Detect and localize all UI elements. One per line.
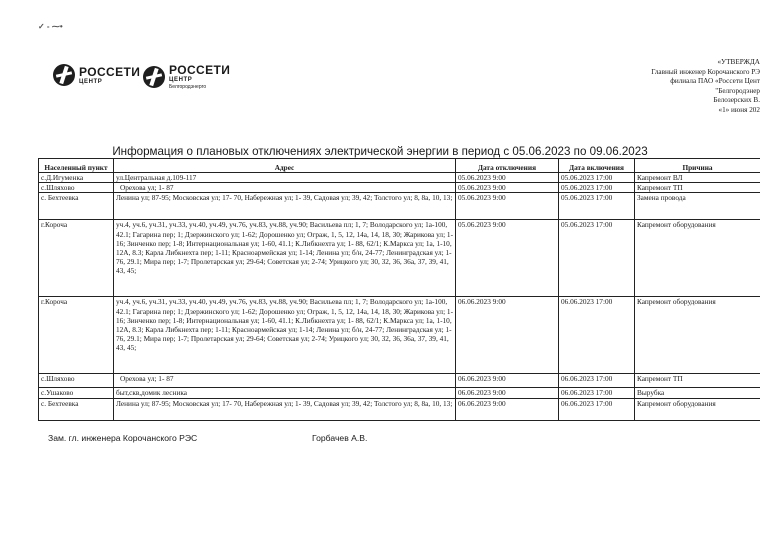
approval-line: «1» июня 202: [718, 105, 760, 114]
cell-reason: Капремонт оборудования: [635, 399, 760, 421]
cell-off-date: 06.06.2023 9:00: [456, 374, 559, 388]
cell-address: Ленина ул; 87-95; Московская ул; 17- 70, Набережная ул; 1- 39, Садовая ул; 39, 42; Толстого ул; 8, 8а, 10, 13;: [114, 193, 456, 220]
cell-address: Ленина ул; 87-95; Московская ул; 17- 70, Набережная ул; 1- 39, Садовая ул; 39, 42; Толстого ул; 8, 8а, 10, 13;: [114, 399, 456, 421]
logo-sub: ЦЕНТР: [79, 78, 103, 85]
cell-off-date: 06.06.2023 9:00: [456, 297, 559, 374]
logo-name: РОССЕТИ: [169, 63, 231, 77]
cell-settlement: с. Бехтеевка: [39, 399, 114, 421]
rosseti-belgorod-logo: [143, 64, 230, 90]
header-settlement: Населенный пункт: [39, 159, 114, 173]
cell-address: Орехова ул; 1- 87: [114, 374, 456, 388]
cell-off-date: 05.06.2023 9:00: [456, 193, 559, 220]
table-row: [39, 220, 760, 297]
cell-reason: Капремонт ТП: [635, 374, 760, 388]
cell-address: ул.Центральная д.109-117: [114, 173, 456, 183]
logo-branch: Белгородэнерго: [169, 84, 207, 90]
cell-settlement: г.Короча: [39, 220, 114, 297]
table-row: [39, 374, 760, 388]
cell-reason: Капремонт ВЛ: [635, 173, 760, 183]
cell-on-date: 05.06.2023 17:00: [559, 183, 635, 193]
table-row: [39, 297, 760, 374]
approval-block: [600, 58, 760, 116]
table-row: [39, 193, 760, 220]
cell-off-date: 05.06.2023 9:00: [456, 183, 559, 193]
cell-on-date: 05.06.2023 17:00: [559, 173, 635, 183]
cell-reason: Капремонт ТП: [635, 183, 760, 193]
cell-settlement: г.Короча: [39, 297, 114, 374]
signature-name: Горбачев А.В.: [312, 433, 368, 443]
cell-address: уч.4, уч.6, уч.31, уч.33, уч.40, уч.49, уч.76, уч.83, уч.88, уч.90; Васильева пл; 1, 7; Володарского ул; 1а-100, 42.1; Гагарина пер; 1; Дзержинского ул; 1-62; Дорошенко ул; Ограж, 1, 5, 12, 14а, 14, 18, 30; Жарикова ул; 1-16; Зинченко пер; 1-8; Интернациональная ул; 1-60, 41.1; К.Либкнехта ул; 1- 88, 62/1; К.Маркса ул; 1а, 1-10, 12А, 8.3; Карла Либкнехта пер; 1-11; Красноармейская ул; 1-14; Ленина ул; б/н, 24-77; Ленинградская ул; 1-76, 29.1; Мира пер; 1-7; Пролетарская ул; 29-64; Советская ул; 2-74; Урицкого ул; 30, 32, 36, 36а, 37, 39, 41, 43, 45;: [114, 297, 456, 374]
header-on-date: Дата включения: [559, 159, 635, 173]
cell-settlement: с.Ушаково: [39, 388, 114, 399]
cell-address: уч.4, уч.6, уч.31, уч.33, уч.40, уч.49, уч.76, уч.83, уч.88, уч.90; Васильева пл; 1, 7; Володарского ул; 1а-100, 42.1; Гагарина пер; 1; Дзержинского ул; 1-62; Дорошенко ул; Ограж, 1, 5, 12, 14а, 14, 18, 30; Жарикова ул; 1-16; Зинченко пер; 1-8; Интернациональная ул; 1-60, 41.1; К.Либкнехта ул; 1- 88, 62/1; К.Маркса ул; 1а, 1-10, 12А, 8.3; Карла Либкнехта пер; 1-11; Красноармейская ул; 1-14; Ленина ул; б/н, 24-77; Ленинградская ул; 1-76, 29.1; Мира пер; 1-7; Пролетарская ул; 29-64; Советская ул; 2-74; Урицкого ул; 30, 32, 36, 36а, 37, 39, 41, 43, 45;: [114, 220, 456, 297]
table-header-row: [39, 159, 760, 173]
cell-on-date: 06.06.2023 17:00: [559, 399, 635, 421]
approval-line: филиала ПАО «Россети Цент: [670, 77, 760, 86]
logo-sub: ЦЕНТР: [169, 77, 193, 83]
cell-settlement: с. Бехтеевка: [39, 193, 114, 220]
table-row: [39, 173, 760, 183]
cell-on-date: 05.06.2023 17:00: [559, 193, 635, 220]
header-reason: Причина: [635, 159, 760, 173]
cell-on-date: 06.06.2023 17:00: [559, 297, 635, 374]
cell-off-date: 06.06.2023 9:00: [456, 388, 559, 399]
approval-line: Белозерских В.: [713, 96, 760, 105]
rosseti-logo: [53, 64, 140, 86]
cell-off-date: 05.06.2023 9:00: [456, 220, 559, 297]
signature-position: Зам. гл. инженера Корочанского РЭС: [48, 433, 198, 443]
cell-address: Орехова ул; 1- 87: [114, 183, 456, 193]
cell-reason: Замена провода: [635, 193, 760, 220]
header-off-date: Дата отключения: [456, 159, 559, 173]
approval-line: "Белгородэнер: [715, 86, 760, 95]
cell-address: быт,скв,домик лесника: [114, 388, 456, 399]
table-row: [39, 183, 760, 193]
table-row: [39, 388, 760, 399]
cell-reason: Вырубка: [635, 388, 760, 399]
rosseti-logo-icon: [143, 66, 165, 88]
approval-line: Главный инженер Корочанского РЭ: [651, 67, 760, 76]
header-address: Адрес: [114, 159, 456, 173]
cell-settlement: с.Д.Игуменка: [39, 173, 114, 183]
table-row: [39, 399, 760, 421]
cell-on-date: 06.06.2023 17:00: [559, 374, 635, 388]
page-title: Информация о плановых отключениях электрической энергии в период с 05.06.2023 по 09.06.2023: [112, 145, 648, 158]
approval-line: «УТВЕРЖДА: [717, 58, 760, 66]
logo-name: РОССЕТИ: [79, 64, 141, 79]
cell-settlement: с.Шляхово: [39, 374, 114, 388]
cell-on-date: 05.06.2023 17:00: [559, 220, 635, 297]
cell-reason: Капремонт оборудования: [635, 220, 760, 297]
outage-table: [38, 158, 760, 421]
scan-mark: ✓ ‑ ⁓•: [38, 22, 63, 31]
cell-off-date: 06.06.2023 9:00: [456, 399, 559, 421]
cell-reason: Капремонт оборудования: [635, 297, 760, 374]
rosseti-logo-icon: [53, 64, 75, 86]
cell-off-date: 05.06.2023 9:00: [456, 173, 559, 183]
cell-settlement: с.Шляхово: [39, 183, 114, 193]
cell-on-date: 06.06.2023 17:00: [559, 388, 635, 399]
